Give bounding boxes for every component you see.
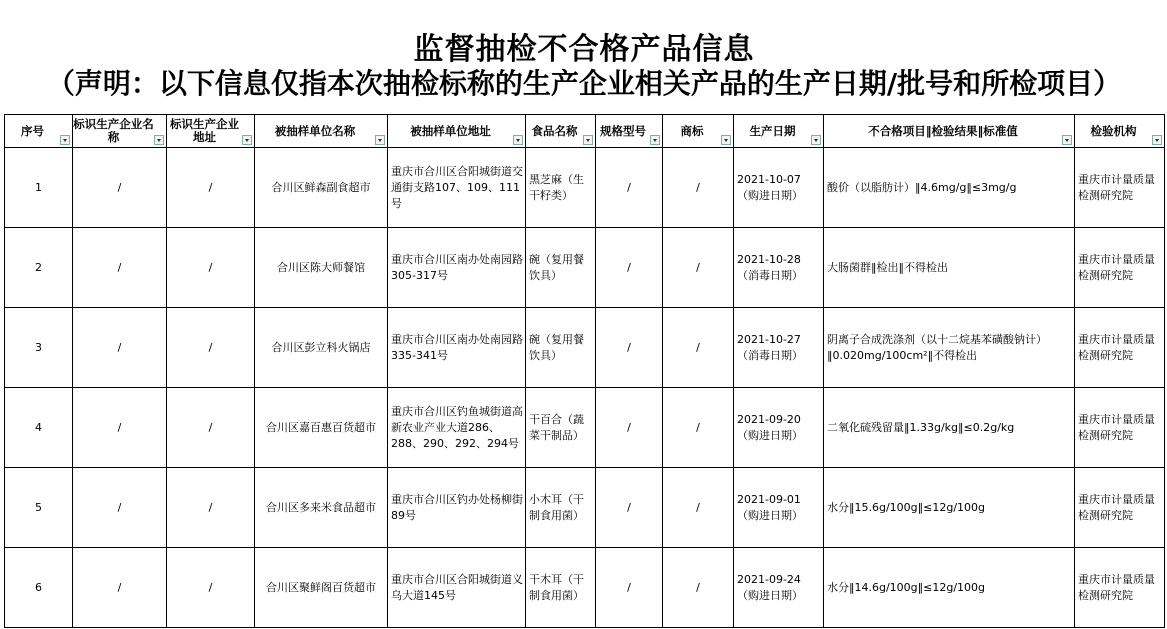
cell-food-name[interactable]: 干木耳（干制食用菌）	[526, 548, 596, 628]
cell-agency[interactable]: 重庆市计量质量检测研究院	[1075, 308, 1165, 388]
header-label: 标识生产企业名称	[73, 117, 154, 144]
cell-maker-name[interactable]: /	[73, 308, 167, 388]
cell-maker-name[interactable]: /	[73, 388, 167, 468]
table-row	[5, 148, 1165, 228]
table-row	[5, 308, 1165, 388]
filter-dropdown-icon[interactable]	[1152, 135, 1162, 145]
cell-unit-name[interactable]: 合川区嘉百惠百货超市	[255, 388, 388, 468]
cell-spec[interactable]: /	[596, 308, 663, 388]
cell-failed-item[interactable]: 阴离子合成洗涤剂（以十二烷基苯磺酸钠计）‖0.020mg/100cm²‖不得检出	[824, 308, 1075, 388]
filter-dropdown-icon[interactable]	[650, 135, 660, 145]
header-label: 被抽样单位名称	[274, 123, 356, 138]
cell-spec[interactable]: /	[596, 468, 663, 548]
cell-failed-item[interactable]: 大肠菌群‖检出‖不得检出	[824, 228, 1075, 308]
header-col-date	[734, 115, 824, 148]
cell-failed-item[interactable]: 酸价（以脂肪计）‖4.6mg/g‖≤3mg/g	[824, 148, 1075, 228]
cell-unit-address[interactable]: 重庆市合川区南办处南园路305-317号	[388, 228, 526, 308]
header-label: 食品名称	[531, 123, 578, 138]
cell-no[interactable]: 2	[5, 228, 73, 308]
cell-agency[interactable]: 重庆市计量质量检测研究院	[1075, 148, 1165, 228]
header-label: 序号	[21, 123, 44, 138]
table-row	[5, 548, 1165, 628]
header-label: 不合格项目‖检验结果‖标准值	[868, 123, 1018, 138]
cell-unit-address[interactable]: 重庆市合川区钓办处杨柳街89号	[388, 468, 526, 548]
header-col-failed-item	[824, 115, 1075, 148]
header-col-maker-name	[73, 115, 167, 148]
cell-maker-name[interactable]: /	[73, 148, 167, 228]
cell-food-name[interactable]: 黑芝麻（生干籽类）	[526, 148, 596, 228]
filter-dropdown-icon[interactable]	[721, 135, 731, 145]
cell-no[interactable]: 6	[5, 548, 73, 628]
cell-unit-name[interactable]: 合川区彭立科火锅店	[255, 308, 388, 388]
cell-maker-name[interactable]: /	[73, 228, 167, 308]
header-col-agency	[1075, 115, 1165, 148]
header-col-food-name	[526, 115, 596, 148]
cell-food-name[interactable]: 小木耳（干制食用菌）	[526, 468, 596, 548]
cell-maker-name[interactable]: /	[73, 548, 167, 628]
table-row	[5, 468, 1165, 548]
cell-maker-address[interactable]: /	[167, 468, 255, 548]
header-col-maker-address	[167, 115, 255, 148]
cell-unit-name[interactable]: 合川区聚鲜阁百货超市	[255, 548, 388, 628]
cell-spec[interactable]: /	[596, 388, 663, 468]
cell-date[interactable]: 2021-09-20（购进日期）	[734, 388, 824, 468]
cell-maker-address[interactable]: /	[167, 548, 255, 628]
cell-date[interactable]: 2021-10-28（消毒日期）	[734, 228, 824, 308]
cell-no[interactable]: 1	[5, 148, 73, 228]
cell-unit-name[interactable]: 合川区陈大师餐馆	[255, 228, 388, 308]
cell-spec[interactable]: /	[596, 228, 663, 308]
table-row	[5, 228, 1165, 308]
header-row	[5, 115, 1165, 148]
cell-agency[interactable]: 重庆市计量质量检测研究院	[1075, 388, 1165, 468]
header-col-spec	[596, 115, 663, 148]
cell-brand[interactable]: /	[663, 468, 734, 548]
header-label: 生产日期	[749, 123, 796, 138]
filter-dropdown-icon[interactable]	[375, 135, 385, 145]
cell-maker-name[interactable]: /	[73, 468, 167, 548]
header-col-no	[5, 115, 73, 148]
cell-unit-address[interactable]: 重庆市合川区南办处南园路335-341号	[388, 308, 526, 388]
header-label: 商标	[680, 123, 704, 138]
cell-unit-address[interactable]: 重庆市合川区合阳城街道义乌大道145号	[388, 548, 526, 628]
cell-unit-address[interactable]: 重庆市合川区钓鱼城街道高新农业产业大道286、288、290、292、294号	[388, 388, 526, 468]
filter-dropdown-icon[interactable]	[154, 135, 164, 145]
cell-unit-name[interactable]: 合川区多来米食品超市	[255, 468, 388, 548]
cell-brand[interactable]: /	[663, 148, 734, 228]
header-label: 被抽样单位地址	[410, 123, 491, 138]
cell-brand[interactable]: /	[663, 228, 734, 308]
cell-food-name[interactable]: 干百合（蔬菜干制品）	[526, 388, 596, 468]
filter-dropdown-icon[interactable]	[583, 135, 593, 145]
cell-agency[interactable]: 重庆市计量质量检测研究院	[1075, 548, 1165, 628]
filter-dropdown-icon[interactable]	[811, 135, 821, 145]
cell-unit-address[interactable]: 重庆市合川区合阳城街道交通街支路107、109、111号	[388, 148, 526, 228]
cell-maker-address[interactable]: /	[167, 228, 255, 308]
cell-date[interactable]: 2021-09-01（购进日期）	[734, 468, 824, 548]
cell-agency[interactable]: 重庆市计量质量检测研究院	[1075, 228, 1165, 308]
cell-date[interactable]: 2021-09-24（购进日期）	[734, 548, 824, 628]
cell-no[interactable]: 4	[5, 388, 73, 468]
header-col-brand	[663, 115, 734, 148]
cell-brand[interactable]: /	[663, 388, 734, 468]
title-block	[4, 6, 1164, 115]
cell-date[interactable]: 2021-10-27（消毒日期）	[734, 308, 824, 388]
cell-brand[interactable]: /	[663, 548, 734, 628]
table-row	[5, 388, 1165, 468]
cell-no[interactable]: 3	[5, 308, 73, 388]
cell-food-name[interactable]: 碗（复用餐饮具）	[526, 228, 596, 308]
cell-maker-address[interactable]: /	[167, 308, 255, 388]
filter-dropdown-icon[interactable]	[242, 135, 252, 145]
page-title: 监督抽检不合格产品信息	[413, 32, 755, 67]
filter-dropdown-icon[interactable]	[513, 135, 523, 145]
cell-unit-name[interactable]: 合川区鲜森副食超市	[255, 148, 388, 228]
cell-spec[interactable]: /	[596, 548, 663, 628]
cell-failed-item[interactable]: 二氧化硫残留量‖1.33g/kg‖≤0.2g/kg	[824, 388, 1075, 468]
table-body	[5, 148, 1165, 628]
cell-maker-address[interactable]: /	[167, 388, 255, 468]
header-label: 检验机构	[1090, 123, 1137, 138]
cell-brand[interactable]: /	[663, 308, 734, 388]
results-table	[4, 114, 1165, 628]
header-label: 规格型号	[600, 123, 646, 138]
filter-dropdown-icon[interactable]	[1062, 135, 1072, 145]
cell-no[interactable]: 5	[5, 468, 73, 548]
cell-failed-item[interactable]: 水分‖15.6g/100g‖≤12g/100g	[824, 468, 1075, 548]
cell-date[interactable]: 2021-10-07（购进日期）	[734, 148, 824, 228]
cell-spec[interactable]: /	[596, 148, 663, 228]
filter-dropdown-icon[interactable]	[60, 135, 70, 145]
cell-maker-address[interactable]: /	[167, 148, 255, 228]
header-label: 标识生产企业地址	[170, 117, 239, 144]
page-subtitle: （声明：以下信息仅指本次抽检标称的生产企业相关产品的生产日期/批号和所检项目）	[46, 67, 1122, 100]
cell-agency[interactable]: 重庆市计量质量检测研究院	[1075, 468, 1165, 548]
header-col-unit-address	[388, 115, 526, 148]
cell-failed-item[interactable]: 水分‖14.6g/100g‖≤12g/100g	[824, 548, 1075, 628]
cell-food-name[interactable]: 碗（复用餐饮具）	[526, 308, 596, 388]
header-col-unit-name	[255, 115, 388, 148]
